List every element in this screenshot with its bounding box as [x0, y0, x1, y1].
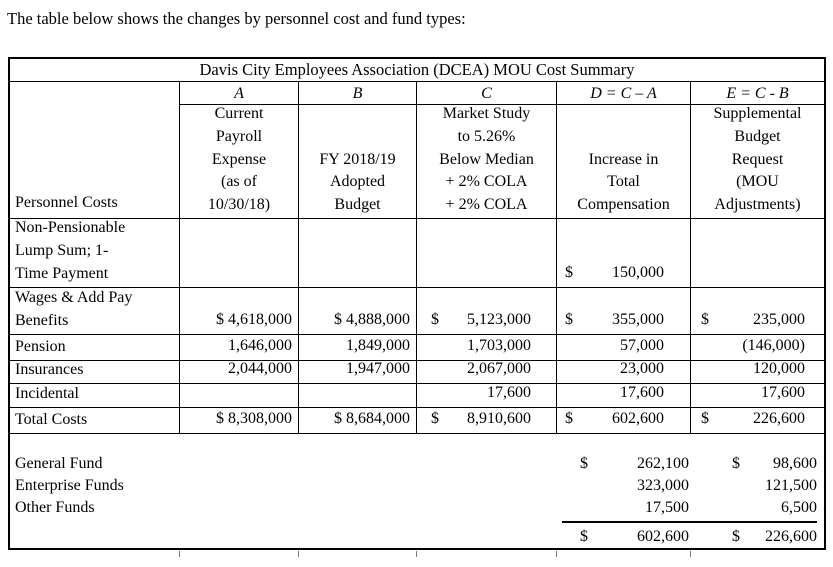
amount: 120,000 — [753, 361, 805, 377]
amount: 226,600 — [765, 528, 817, 545]
amount: $ 4,888,000 — [334, 311, 410, 328]
amount: $ 8,308,000 — [216, 410, 292, 427]
dollar-sign: $ — [431, 311, 439, 328]
cell-pension-d — [557, 335, 691, 361]
column-tick — [416, 551, 417, 557]
header-line: Request — [731, 150, 784, 168]
row-label-line: Incidental — [15, 385, 79, 402]
header-line: Expense — [211, 150, 267, 168]
cell-pension-e — [691, 335, 824, 361]
row-label-wages-benefits — [10, 288, 180, 335]
cell-total-a — [180, 408, 299, 434]
header-line: Current — [214, 105, 264, 123]
row-label-incidental — [10, 384, 180, 408]
header-line: Budget — [734, 127, 781, 145]
amount: 5,123,000 — [467, 311, 531, 328]
amount: 2,067,000 — [467, 361, 531, 377]
header-line: Payroll — [215, 127, 263, 145]
amount: 355,000 — [612, 311, 664, 328]
amount: 323,000 — [637, 477, 689, 494]
fund-row-grand-total — [10, 524, 824, 546]
row-label-insurances — [10, 361, 180, 384]
cell-insurances-d — [557, 361, 691, 384]
amount: 1,947,000 — [346, 361, 410, 377]
header-line: Below Median — [439, 150, 534, 168]
column-tick — [690, 551, 691, 557]
amount: 23,000 — [620, 361, 664, 377]
cell-wages-e — [691, 288, 824, 335]
dollar-sign: $ — [732, 528, 740, 545]
fund-types-section — [10, 434, 824, 546]
header-line: Adopted — [329, 173, 386, 191]
row-label-line: Benefits — [15, 312, 69, 329]
cell-wages-c — [417, 288, 557, 335]
header-increase-total-compensation — [557, 105, 691, 219]
fund-row-other-funds — [10, 497, 824, 519]
dollar-sign: $ — [565, 311, 573, 328]
row-label-line: Non-Pensionable — [15, 219, 126, 236]
header-line: (as of — [221, 173, 257, 191]
amount — [180, 284, 298, 287]
amount: 1,646,000 — [228, 337, 292, 354]
cell-incidental-e — [691, 384, 824, 408]
dollar-sign: $ — [701, 311, 709, 328]
header-current-payroll-expense — [180, 105, 299, 219]
amount: 262,100 — [637, 455, 689, 472]
header-market-study — [417, 105, 557, 219]
column-tick — [179, 551, 180, 557]
column-tick — [556, 551, 557, 557]
cell-insurances-e — [691, 361, 824, 384]
cell-lump-sum-e — [691, 219, 824, 288]
col-letter-a: A — [180, 82, 299, 105]
amount: $ 4,618,000 — [216, 311, 292, 328]
cell-incidental-a — [180, 384, 299, 408]
funds-total-rule — [562, 521, 817, 523]
amount: 2,044,000 — [228, 361, 292, 377]
intro-text: The table below shows the changes by personnel cost and fund types: — [7, 9, 466, 28]
header-adopted-budget — [299, 105, 417, 219]
cell-total-c — [417, 408, 557, 434]
cell-incidental-d — [557, 384, 691, 408]
header-line: to 5.26% — [457, 127, 516, 145]
cell-wages-b — [299, 288, 417, 335]
amount: $ 8,684,000 — [334, 410, 410, 427]
row-label-lump-sum — [10, 219, 180, 288]
cell-lump-sum-a — [180, 219, 299, 288]
dollar-sign: $ — [732, 455, 740, 472]
amount: 235,000 — [753, 311, 805, 328]
row-label-line: Pension — [15, 338, 66, 355]
amount: 1,703,000 — [467, 337, 531, 354]
row-label-line: Wages & Add Pay — [15, 289, 133, 306]
amount: 17,600 — [620, 384, 664, 401]
amount: 121,500 — [765, 477, 817, 494]
row-label-line: Total Costs — [15, 411, 88, 428]
header-supplemental-budget-request — [691, 105, 824, 219]
header-line: Adjustments) — [714, 196, 801, 214]
header-line: FY 2018/19 — [319, 150, 396, 168]
cell-pension-b — [299, 335, 417, 361]
dollar-sign: $ — [565, 264, 573, 281]
fund-row-enterprise-funds — [10, 475, 824, 497]
cell-incidental-b — [299, 384, 417, 408]
amount: 8,910,600 — [467, 410, 531, 427]
amount: 17,500 — [645, 499, 689, 516]
header-line: Total — [607, 173, 640, 191]
cell-pension-c — [417, 335, 557, 361]
cell-insurances-a — [180, 361, 299, 384]
amount: 57,000 — [620, 337, 664, 354]
cell-total-b — [299, 408, 417, 434]
fund-label: General Fund — [15, 455, 103, 472]
row-label-line: Lump Sum; 1- — [15, 242, 109, 259]
header-line: Compensation — [577, 196, 670, 214]
header-line: 10/30/18) — [207, 196, 271, 214]
dollar-sign: $ — [701, 410, 709, 427]
dollar-sign: $ — [580, 528, 588, 545]
cell-pension-a — [180, 335, 299, 361]
header-line: Budget — [334, 196, 381, 214]
corner-label-personnel-costs: Personnel Costs — [10, 82, 180, 219]
row-label-pension — [10, 335, 180, 361]
header-line: Supplemental — [713, 105, 802, 123]
amount: 98,600 — [773, 455, 817, 472]
cell-lump-sum-d — [557, 219, 691, 288]
dollar-sign: $ — [580, 455, 588, 472]
fund-label: Enterprise Funds — [15, 477, 124, 494]
cell-insurances-c — [417, 361, 557, 384]
amount: 602,600 — [637, 528, 689, 545]
cell-total-d — [557, 408, 691, 434]
cell-incidental-c — [417, 384, 557, 408]
amount: (146,000) — [742, 337, 805, 354]
col-letter-c: C — [417, 82, 557, 105]
cell-total-e — [691, 408, 824, 434]
dollar-sign: $ — [565, 410, 573, 427]
header-line: Market Study — [442, 105, 531, 123]
col-letter-e: E = C - B — [691, 82, 824, 105]
cell-lump-sum-b — [299, 219, 417, 288]
cell-wages-d — [557, 288, 691, 335]
amount: 226,600 — [753, 410, 805, 427]
amount: 17,600 — [761, 384, 805, 401]
fund-label: Other Funds — [15, 499, 95, 516]
cell-wages-a — [180, 288, 299, 335]
header-line: (MOU — [736, 173, 779, 191]
row-label-line: Time Payment — [15, 265, 109, 282]
amount: 17,600 — [487, 384, 531, 401]
cell-insurances-b — [299, 361, 417, 384]
cost-summary-grid — [8, 57, 826, 550]
amount: 6,500 — [781, 499, 817, 516]
amount: 602,600 — [612, 410, 664, 427]
row-label-total-costs — [10, 408, 180, 434]
header-line: + 2% COLA — [445, 196, 528, 214]
table-title: Davis City Employees Association (DCEA) MOU Cost Summary — [10, 59, 824, 82]
header-line: Increase in — [588, 150, 659, 168]
col-letter-b: B — [299, 82, 417, 105]
column-tick — [298, 551, 299, 557]
amount: 150,000 — [612, 264, 664, 281]
col-letter-d: D = C – A — [557, 82, 691, 105]
cell-lump-sum-c — [417, 219, 557, 288]
row-label-line: Insurances — [15, 361, 84, 378]
dollar-sign: $ — [431, 410, 439, 427]
fund-row-general-fund — [10, 453, 824, 475]
fund-label — [10, 524, 577, 546]
amount — [299, 284, 416, 287]
cost-summary-table — [8, 57, 826, 550]
amount: 1,849,000 — [346, 337, 410, 354]
header-line: + 2% COLA — [445, 173, 528, 191]
